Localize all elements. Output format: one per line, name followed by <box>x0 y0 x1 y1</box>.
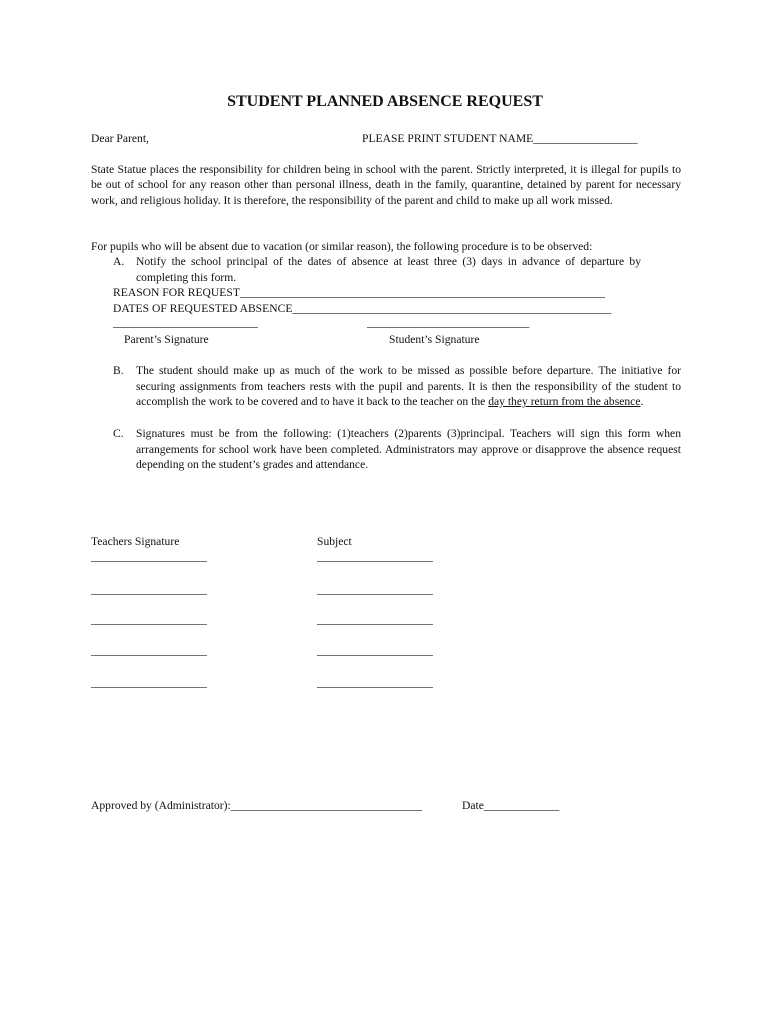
item-b-body <box>136 363 681 410</box>
approval-date-field[interactable]: Date_____________ <box>462 799 560 812</box>
item-c-text: Signatures must be from the following: (1)teachers (2)parents (3)principal. Teachers will sign this form when arrangements for school work have been completed. Administrators may approve or disapprove the absence request depending on the student’s grades and attendance. <box>136 427 681 472</box>
item-b <box>113 363 681 410</box>
item-a-label: A. <box>113 255 125 268</box>
item-b-end: . <box>640 395 644 409</box>
item-c-label: C. <box>113 427 124 440</box>
student-signature-label: Student’s Signature <box>389 333 480 346</box>
dates-of-absence-field[interactable]: DATES OF REQUESTED ABSENCE_______________________________________________________ <box>113 302 612 315</box>
greeting: Dear Parent, <box>91 132 149 145</box>
subject-line[interactable]: ____________________ <box>317 676 433 689</box>
reason-for-request-field[interactable]: REASON FOR REQUEST_______________________________________________________________ <box>113 286 606 299</box>
item-c <box>113 426 681 473</box>
teacher-signature-line[interactable]: ____________________ <box>91 550 207 563</box>
student-signature-line[interactable]: ____________________________ <box>367 316 530 329</box>
administrator-approval-field[interactable]: Approved by (Administrator):_________________________________ <box>91 799 423 812</box>
parent-signature-line[interactable]: _________________________ <box>113 316 258 329</box>
item-a <box>113 254 641 285</box>
procedure-intro: For pupils who will be absent due to vacation (or similar reason), the following procedure is to be observed: <box>91 240 593 253</box>
item-b-label: B. <box>113 364 124 377</box>
item-b-underlined: day they return from the absence <box>488 395 641 409</box>
subject-heading: Subject <box>317 535 352 548</box>
subject-line[interactable]: ____________________ <box>317 550 433 563</box>
subject-line[interactable]: ____________________ <box>317 613 433 626</box>
item-a-text: Notify the school principal of the dates of absence at least three (3) days in advance of departure by completing this form. <box>136 255 641 284</box>
teacher-signature-line[interactable]: ____________________ <box>91 613 207 626</box>
subject-line[interactable]: ____________________ <box>317 583 433 596</box>
teacher-signature-line[interactable]: ____________________ <box>91 676 207 689</box>
teacher-signature-line[interactable]: ____________________ <box>91 644 207 657</box>
teachers-signature-heading: Teachers Signature <box>91 535 180 548</box>
intro-paragraph: State Statue places the responsibility for children being in school with the parent. Strictly interpreted, it is illegal for pupils to be out of school for any reason other than personal illness, death in the family, quarantine, detained by parent for necessary work, and religious holiday. It is therefore, the responsibility of the parent and child to make up all work missed. <box>91 163 681 207</box>
subject-line[interactable]: ____________________ <box>317 644 433 657</box>
item-b-text: The student should make up as much of the work to be missed as possible before departure. The initiative for securing assignments from teachers rests with the pupil and parents. It is then the responsibility of the student to accomplish the work to be covered and to have it back to the teacher on the <box>136 364 681 409</box>
parent-signature-label: Parent’s Signature <box>124 333 209 346</box>
teacher-signature-line[interactable]: ____________________ <box>91 583 207 596</box>
page-title: STUDENT PLANNED ABSENCE REQUEST <box>227 93 543 110</box>
student-name-field[interactable]: PLEASE PRINT STUDENT NAME__________________ <box>362 132 638 145</box>
